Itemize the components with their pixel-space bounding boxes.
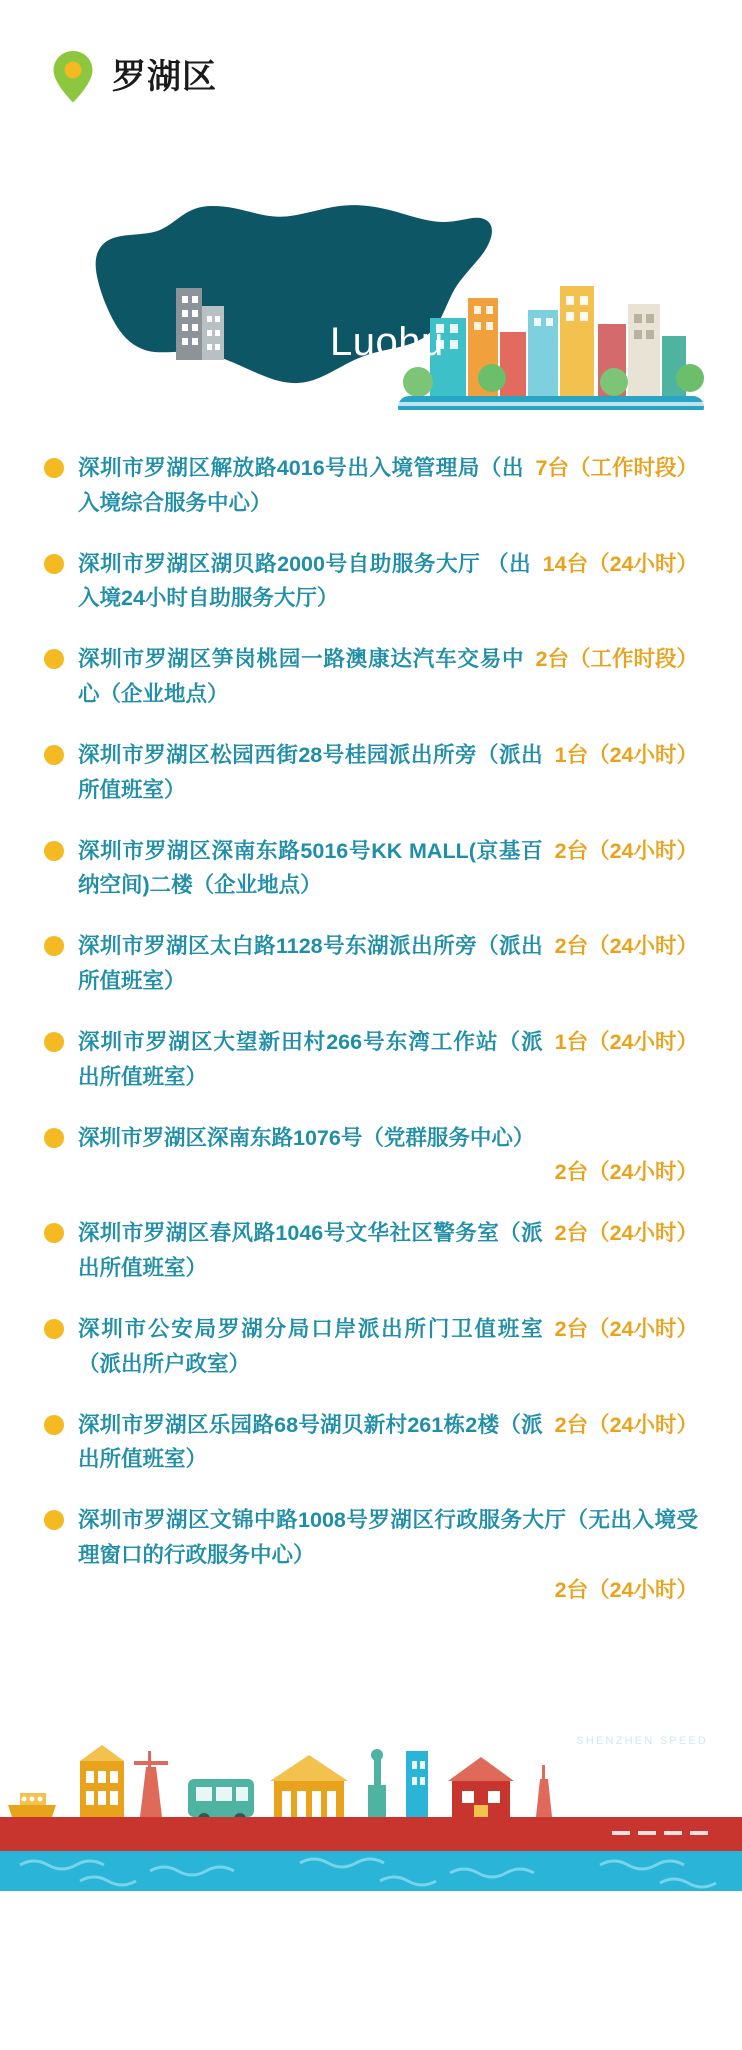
- machine-count: 2台（24小时）: [554, 1221, 698, 1246]
- luohu-map-shape: [0, 110, 742, 410]
- bullet-icon: [44, 1128, 64, 1148]
- location-entry: [78, 1025, 698, 1095]
- footer-brand: [576, 1711, 708, 1748]
- bullet-icon: [44, 1223, 64, 1243]
- bullet-icon: [44, 745, 64, 765]
- bullet-icon: [44, 1510, 64, 1530]
- location-address: 深圳市罗湖区笋岗桃园一路澳康达汽车交易中心（企业地点）: [78, 647, 524, 707]
- location-address: 深圳市罗湖区乐园路68号湖贝新村261栋2楼（派出所值班室）: [78, 1412, 543, 1472]
- location-entry: [78, 1312, 698, 1382]
- page-footer: [0, 1655, 742, 1891]
- machine-count: 14台（24小时）: [542, 551, 698, 576]
- map-label-luohu: Luohu: [330, 320, 444, 364]
- bullet-icon: [44, 1319, 64, 1339]
- list-item: [44, 821, 698, 917]
- page-title: 罗湖区: [112, 58, 217, 96]
- list-item: [44, 629, 698, 725]
- location-entry: [78, 1216, 698, 1286]
- list-item: [44, 1203, 698, 1299]
- list-item: [44, 1395, 698, 1491]
- location-entry: [78, 929, 698, 999]
- location-entry: [78, 834, 698, 904]
- machine-count: 2台（24小时）: [554, 1316, 698, 1341]
- machine-count: 2台（24小时）: [554, 838, 698, 863]
- map-illustration: [0, 110, 742, 410]
- location-address: 深圳市罗湖区大望新田村266号东湾工作站（派出所值班室）: [78, 1029, 543, 1089]
- location-entry: [78, 1121, 698, 1191]
- brand-name-en: SHENZHEN SPEED: [576, 1734, 708, 1747]
- location-address: 深圳市罗湖区湖贝路2000号自助服务大厅 （出入境24小时自助服务大厅）: [78, 551, 531, 611]
- bullet-icon: [44, 1415, 64, 1435]
- location-address: 深圳市罗湖区深南东路1076号（党群服务中心）: [78, 1125, 535, 1150]
- location-address: 深圳市罗湖区春风路1046号文华社区警务室（派出所值班室）: [78, 1221, 543, 1281]
- machine-count: 2台（24小时）: [554, 1160, 698, 1185]
- list-item: [44, 534, 698, 630]
- bullet-icon: [44, 1032, 64, 1052]
- location-address: 深圳市公安局罗湖分局口岸派出所门卫值班室（派出所户政室）: [78, 1316, 543, 1376]
- machine-count: 2台（24小时）: [554, 934, 698, 959]
- location-address: 深圳市罗湖区松园西街28号桂园派出所旁（派出所值班室）: [78, 742, 543, 802]
- bullet-icon: [44, 936, 64, 956]
- location-entry: [78, 642, 698, 712]
- footer-skyline-illustration: [0, 1655, 742, 1891]
- bullet-icon: [44, 841, 64, 861]
- page-header: [0, 0, 742, 104]
- location-entry: [78, 547, 698, 617]
- bullet-icon: [44, 554, 64, 574]
- location-address: 深圳市罗湖区太白路1128号东湖派出所旁（派出所值班室）: [78, 934, 543, 994]
- machine-count: 1台（24小时）: [554, 1029, 698, 1054]
- list-item: [44, 1299, 698, 1395]
- bullet-icon: [44, 649, 64, 669]
- location-entry: [78, 1408, 698, 1478]
- location-pin-icon: [52, 50, 94, 104]
- location-address: 深圳市罗湖区深南东路5016号KK MALL(京基百纳空间)二楼（企业地点）: [78, 838, 543, 898]
- location-entry: [78, 1503, 698, 1607]
- list-item: [44, 1108, 698, 1204]
- location-entry: [78, 451, 698, 521]
- machine-count: 2台（24小时）: [554, 1412, 698, 1437]
- machine-count: 2台（工作时段）: [535, 647, 698, 672]
- machine-count: 2台（24小时）: [554, 1577, 698, 1602]
- machine-count: 7台（工作时段）: [535, 456, 698, 480]
- brand-name-cn: 深圳速度: [616, 1709, 708, 1733]
- location-address: 深圳市罗湖区文锦中路1008号罗湖区行政服务大厅（无出入境受理窗口的行政服务中心）: [78, 1508, 698, 1568]
- list-item: [44, 916, 698, 1012]
- location-address: 深圳市罗湖区解放路4016号出入境管理局（出入境综合服务中心）: [78, 456, 524, 515]
- location-entry: [78, 738, 698, 808]
- list-item: [44, 1012, 698, 1108]
- list-item: [44, 438, 698, 534]
- machine-count: 1台（24小时）: [554, 742, 698, 767]
- list-item: [44, 1490, 698, 1620]
- location-list: [0, 410, 742, 1631]
- bullet-icon: [44, 458, 64, 478]
- list-item: [44, 725, 698, 821]
